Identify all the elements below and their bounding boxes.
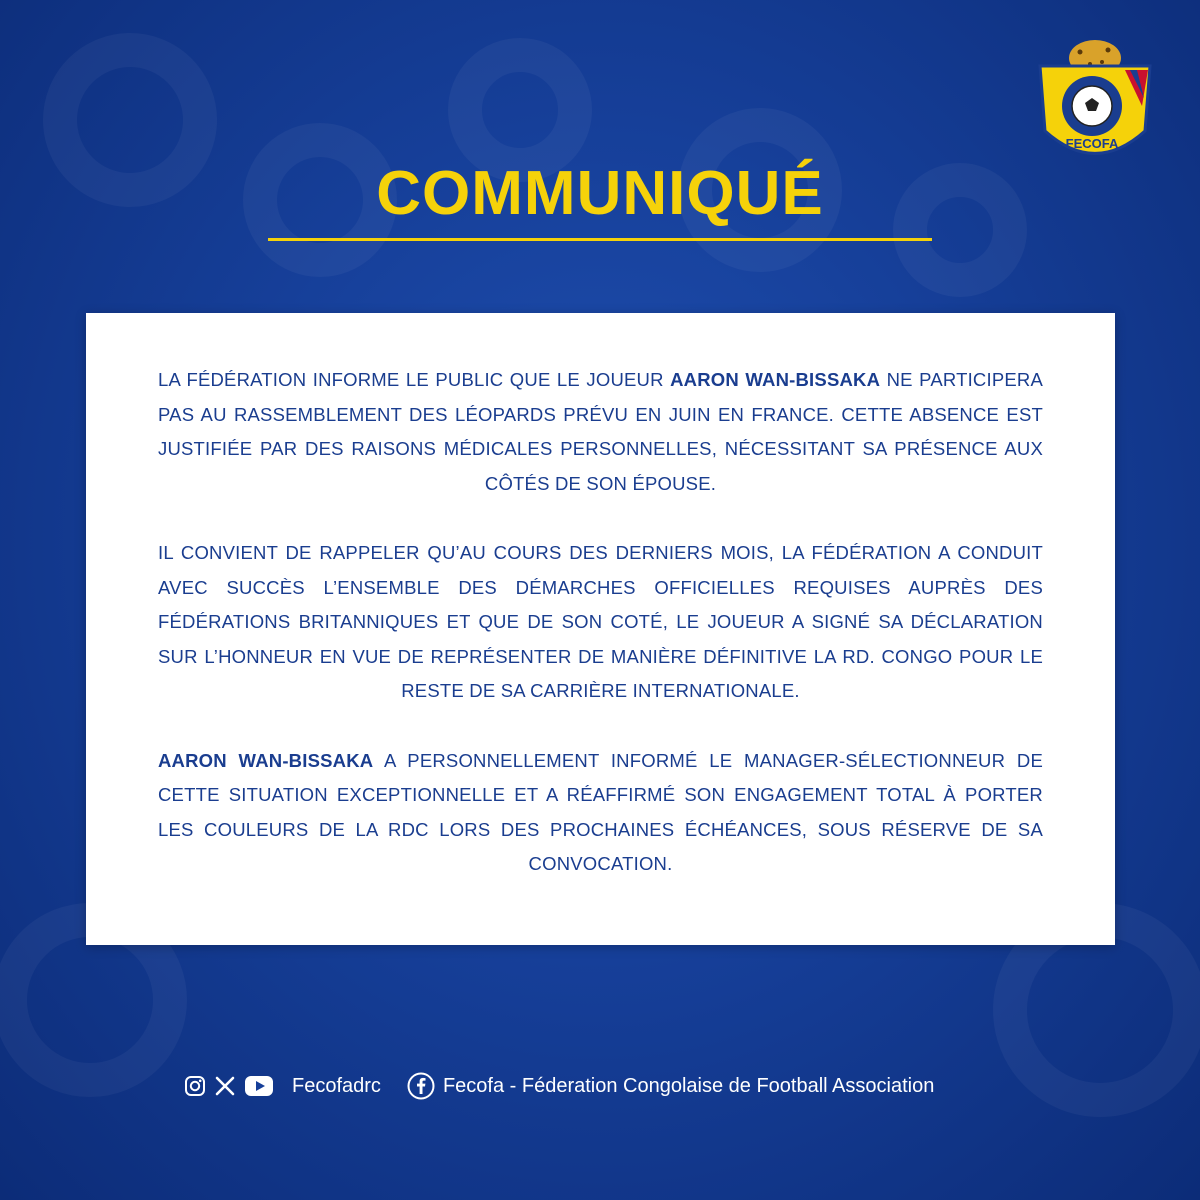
paragraph-1-intro: LA FÉDÉRATION INFORME LE PUBLIC QUE LE JOUEUR [158, 369, 671, 390]
facebook-icon[interactable] [407, 1072, 435, 1100]
youtube-icon[interactable] [244, 1075, 274, 1097]
paragraph-1 [158, 363, 1043, 501]
title-underline [268, 238, 932, 241]
paragraph-3 [158, 744, 1043, 882]
social-handle[interactable]: Fecofadrc [292, 1074, 381, 1097]
player-name: AARON WAN-BISSAKA [670, 369, 881, 390]
x-icon[interactable] [214, 1075, 236, 1097]
paragraph-2: IL CONVIENT DE RAPPELER QU’AU COURS DES DERNIERS MOIS, LA FÉDÉRATION A CONDUIT AVEC SUCCÈS L’ENSEMBLE DES DÉMARCHES OFFICIELLES REQUISES AUPRÈS DES FÉDÉRATIONS BRITANNIQUES ET QUE DE SON COTÉ, LE JOUEUR A SIGNÉ SA DÉCLARATION SUR L’HONNEUR EN VUE DE REPRÉSENTER DE MANIÈRE DÉFINITIVE LA RD. CONGO POUR LE RESTE DE SA CARRIÈRE INTERNATIONALE. [158, 541, 1043, 702]
communique-card [86, 313, 1115, 945]
paragraph-3-rest: A PERSONNELLEMENT INFORMÉ LE MANAGER-SÉLECTIONNEUR DE CETTE SITUATION EXCEPTIONNELLE ET A RÉAFFIRMÉ SON ENGAGEMENT TOTAL À PORTER LES COULEURS DE LA RDC LORS DES PROCHAINES ÉCHÉANCES, SOUS RÉSERVE DE SA CONVOCATION. [158, 749, 1043, 875]
paragraph-1-rest: NE PARTICIPERA PAS AU RASSEMBLEMENT DES LÉOPARDS PRÉVU EN JUIN EN FRANCE. CETTE ABSENCE EST JUSTIFIÉE PAR DES RAISONS MÉDICALES PERSONNELLES, NÉCESSITANT SA PRÉSENCE AUX CÔTÉS DE SON ÉPOUSE. [158, 369, 1043, 494]
logo-text: FECOFA [1065, 136, 1119, 151]
instagram-icon[interactable] [184, 1075, 206, 1097]
facebook-page-name[interactable]: Fecofa - Féderation Congolaise de Football Association [442, 1074, 935, 1097]
fecofa-logo [1030, 36, 1160, 176]
communique-body [158, 363, 1043, 882]
player-name: AARON WAN-BISSAKA [158, 749, 374, 771]
social-footer [184, 1068, 934, 1104]
page-title: COMMUNIQUÉ [376, 159, 824, 228]
